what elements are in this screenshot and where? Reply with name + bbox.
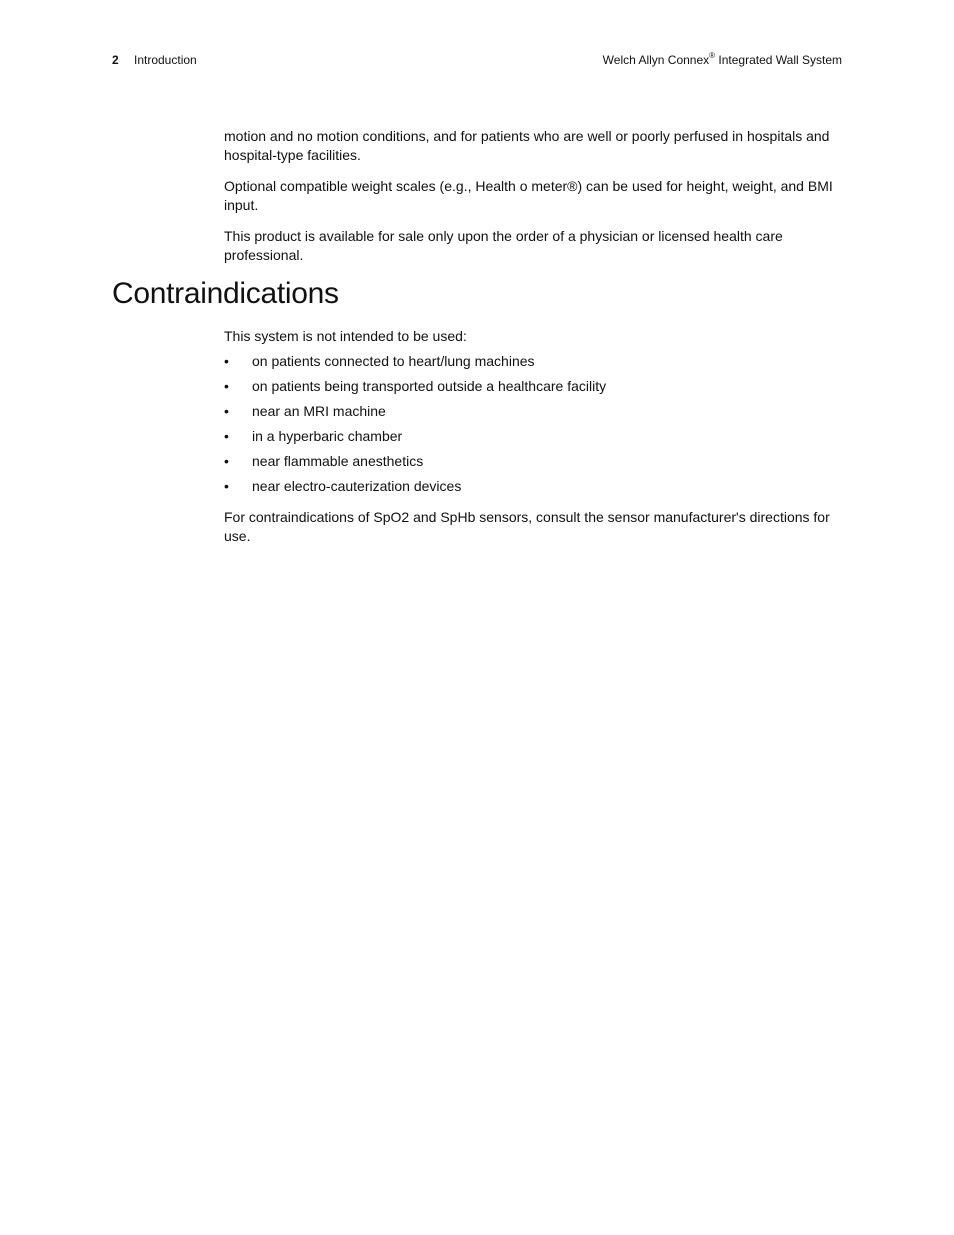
bullet-icon: • — [224, 378, 229, 394]
list-item-text: on patients connected to heart/lung machines — [252, 353, 535, 369]
bullet-icon: • — [224, 453, 229, 469]
list-item — [224, 477, 844, 496]
list-item-text: on patients being transported outside a healthcare facility — [252, 378, 607, 394]
list-item-text: in a hyperbaric chamber — [252, 428, 403, 444]
intro-paragraph: motion and no motion conditions, and for patients who are well or poorly perfused in hospitals and hospital-type facilities. — [224, 128, 830, 163]
intro-paragraph: This product is available for sale only upon the order of a physician or licensed health care professional. — [224, 228, 783, 263]
bullet-icon: • — [224, 478, 229, 494]
product-name: Welch Allyn Connex — [602, 53, 710, 67]
list-item — [224, 452, 844, 471]
bullet-icon: • — [224, 353, 229, 369]
list-item-text: near flammable anesthetics — [252, 453, 424, 469]
bullet-icon: • — [224, 403, 229, 419]
section-heading: Contraindications — [112, 277, 339, 310]
page-header — [112, 52, 842, 70]
intro-section — [224, 127, 844, 277]
intro-paragraph: Optional compatible weight scales (e.g., Health o meter®) can be used for height, weight, and BMI input. — [224, 178, 833, 213]
list-item — [224, 402, 844, 421]
bullet-icon: • — [224, 428, 229, 444]
contraindications-lead: This system is not intended to be used: — [224, 328, 467, 344]
product-suffix: Integrated Wall System — [715, 53, 842, 67]
registered-mark: ® — [709, 51, 716, 60]
list-item — [224, 352, 844, 371]
sensor-note: For contraindications of SpO2 and SpHb sensors, consult the sensor manufacturer's directions for use. — [224, 509, 830, 544]
document-title — [603, 52, 842, 68]
list-item — [224, 427, 844, 446]
list-item-text: near electro-cauterization devices — [252, 478, 462, 494]
list-item-text: near an MRI machine — [252, 403, 386, 419]
list-item — [224, 377, 844, 396]
chapter-title: Introduction — [134, 53, 197, 67]
header-left — [112, 52, 197, 68]
page-number: 2 — [112, 53, 119, 67]
contraindications-section — [224, 327, 844, 558]
contraindications-list — [224, 352, 844, 496]
